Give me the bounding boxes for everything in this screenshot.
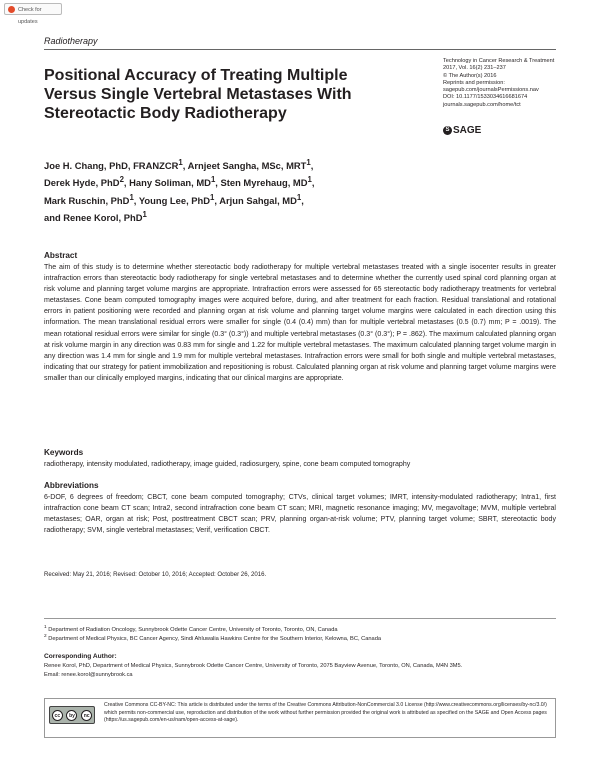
author: Young Lee, PhD [138,194,211,206]
abstract-text: The aim of this study is to determine whether stereotactic body radiotherapy for multiple vertebral metastases treated with a single isocenter results in greater intrafraction errors than stereotactic body radiotherapy for single vertebral metastases and to determine whether the currently used spinal cord planning organ at risk volume and planning target volume margins are appropriate. Intrafraction errors were assessed for 65 stereotactic body radiotherapy treatments for vertebral metastases. Cone beam computed tomography images were acquired before, during, and after treatment for each fraction. Residual translational and rotational errors in patient positioning were recorded and planning organ at risk volume and planning target volume margins were calculated in each direction using this information. The mean translational residual errors were smaller for single (0.4 (0.4) mm) than for multiple vertebral metastases (0.5 (0.7) mm; P = .0019). The mean rotational residual errors were similar for single (0.3° (0.3°)) and multiple vertebral metastases (0.3° (0.3°); P = .862). The maximum calculated planning organ at risk volume margin in any direction was 0.83 mm for single and 1.22 for multiple vertebral metastases. The maximum calculated planning target volume margin in any direction was 1.4 mm for single and 1.9 mm for multiple vertebral metastases. Intrafraction errors were small for both single and multiple vertebral metastases, indicating that our strategy for patient immobilization and repositioning is robust. Calculated planning organ at risk volume and planning target volume margins were smaller than our clinically employed margins, indicating that our clinical margins are appropriate. [44,264,556,382]
update-label: Check for updates [18,7,42,25]
sage-logo-icon: S [443,126,452,135]
citation: 2017, Vol. 16(2) 231–237 [443,65,506,72]
license-text: Creative Commons CC-BY-NC: This article is distributed under the terms of the Creative Commons Attribution-NonCommercial 3.0 License (http://www.creativecommons.org/licenses/by-nc/3.0/) which permits non-commercial use, reproduction and distribution of the work without further permission provided the original work is attributed as specified on the SAGE and Open Access pages (https://us.sagepub.com/en-us/nam/open-access-at-sage). [104,702,547,724]
journal-url[interactable]: journals.sagepub.com/home/tct [443,101,521,108]
copyright: © The Author(s) 2016 [443,72,497,79]
doi[interactable]: DOI: 10.1177/1533034616681674 [443,94,528,101]
footnote-rule [44,618,556,619]
update-icon [8,6,15,13]
keywords-heading: Keywords [44,448,84,457]
author: Hany Soliman, MD [129,177,211,189]
nc-icon: nc [81,710,92,721]
corresponding-address: Renee Korol, PhD, Department of Medical Physics, Sunnybrook Odette Cancer Centre, University of Toronto, 2075 Bayview Avenue, Toronto, ON, Canada, M4N 3M5. [44,663,463,669]
author-and: and [44,212,61,224]
author: Arnjeet Sangha, MSc, MRT [187,160,307,172]
received-dates: Received: May 21, 2016; Revised: October 10, 2016; Accepted: October 26, 2016. [44,571,267,578]
abbreviations-heading: Abbreviations [44,481,99,490]
journal-meta [443,58,558,109]
reprints-label: Reprints and permission: [443,79,505,86]
journal-name: Technology in Cancer Research & Treatment [443,58,555,64]
author: Renee Korol, PhD [63,212,143,224]
abbreviations-text: 6-DOF, 6 degrees of freedom; CBCT, cone beam computed tomography; CTVs, clinical target volumes; IMRT, intensity-modulated radiotherapy; Intra1, first intrafraction cone beam CT scan; Intra2, second intrafraction cone beam CT scan; MRI, magnetic resonance imaging; MV, megavoltage; MVM, multiple vertebral metastases; OAR, organ at risk; Post, posttreatment CBCT scan; PRV, planning organ-at-risk volume; PTV, planning target volume; SBRT, stereotactic body radiotherapy; SVM, single vertebral metastases; Verif, verification CBCT. [44,494,556,535]
author: Derek Hyde, PhD [44,177,120,189]
author: Sten Myrehaug, MD [220,177,308,189]
author-list: Joe H. Chang, PhD, FRANZCR$^1$, Arnjeet Sangha, MSc, MRT$^1$, Derek Hyde, PhD$^2$, Hany Soliman, $MD^1$, Sten Myrehaug, $MD^1$, Mark Ruschin, PhD$^1$, Young Lee, PhD$^1$, Arjun Sahgal, $MD^1$, and Renee Korol, PhD$^1$ [44,158,315,224]
by-icon: by [66,710,77,721]
reprints-link[interactable]: sagepub.com/journalsPermissions.nav [443,87,539,94]
journal-section: Radiotherapy [44,36,98,46]
keywords-text: radiotherapy, intensity modulated, radiotherapy, image guided, radiosurgery, spine, cone beam computed tomography [44,461,411,468]
author: Arjun Sahgal, MD [219,194,297,206]
cc-by-nc-badge[interactable] [49,706,95,724]
cc-icon: cc [52,710,63,721]
check-for-updates-badge[interactable] [4,3,62,25]
author: Mark Ruschin, PhD [44,194,130,206]
sage-logo-text: SAGE [453,125,482,136]
affiliation: $^1$ Department of Radiation Oncology, Sunnybrook Odette Cancer Centre, University of Toronto, Toronto, ON, Canada [44,625,338,633]
corresponding-author [44,662,556,680]
abstract-heading: Abstract [44,251,78,260]
corresponding-email[interactable]: Email: renee.korol@sunnybrook.ca [44,672,133,678]
header-rule [44,49,556,50]
affiliation: $^2$ Department of Medical Physics, BC Cancer Agency, Sindi Ahluwalia Hawkins Centre for the Southern Interior, Kelowna, BC, Canada [44,634,382,642]
author: Joe H. Chang, PhD, FRANZCR [44,160,179,172]
corresponding-heading: Corresponding Author: [44,653,117,660]
sage-logo [443,125,481,136]
article-title: Positional Accuracy of Treating Multiple Versus Single Vertebral Metastases With Stereotactic Body Radiotherapy [44,67,352,122]
